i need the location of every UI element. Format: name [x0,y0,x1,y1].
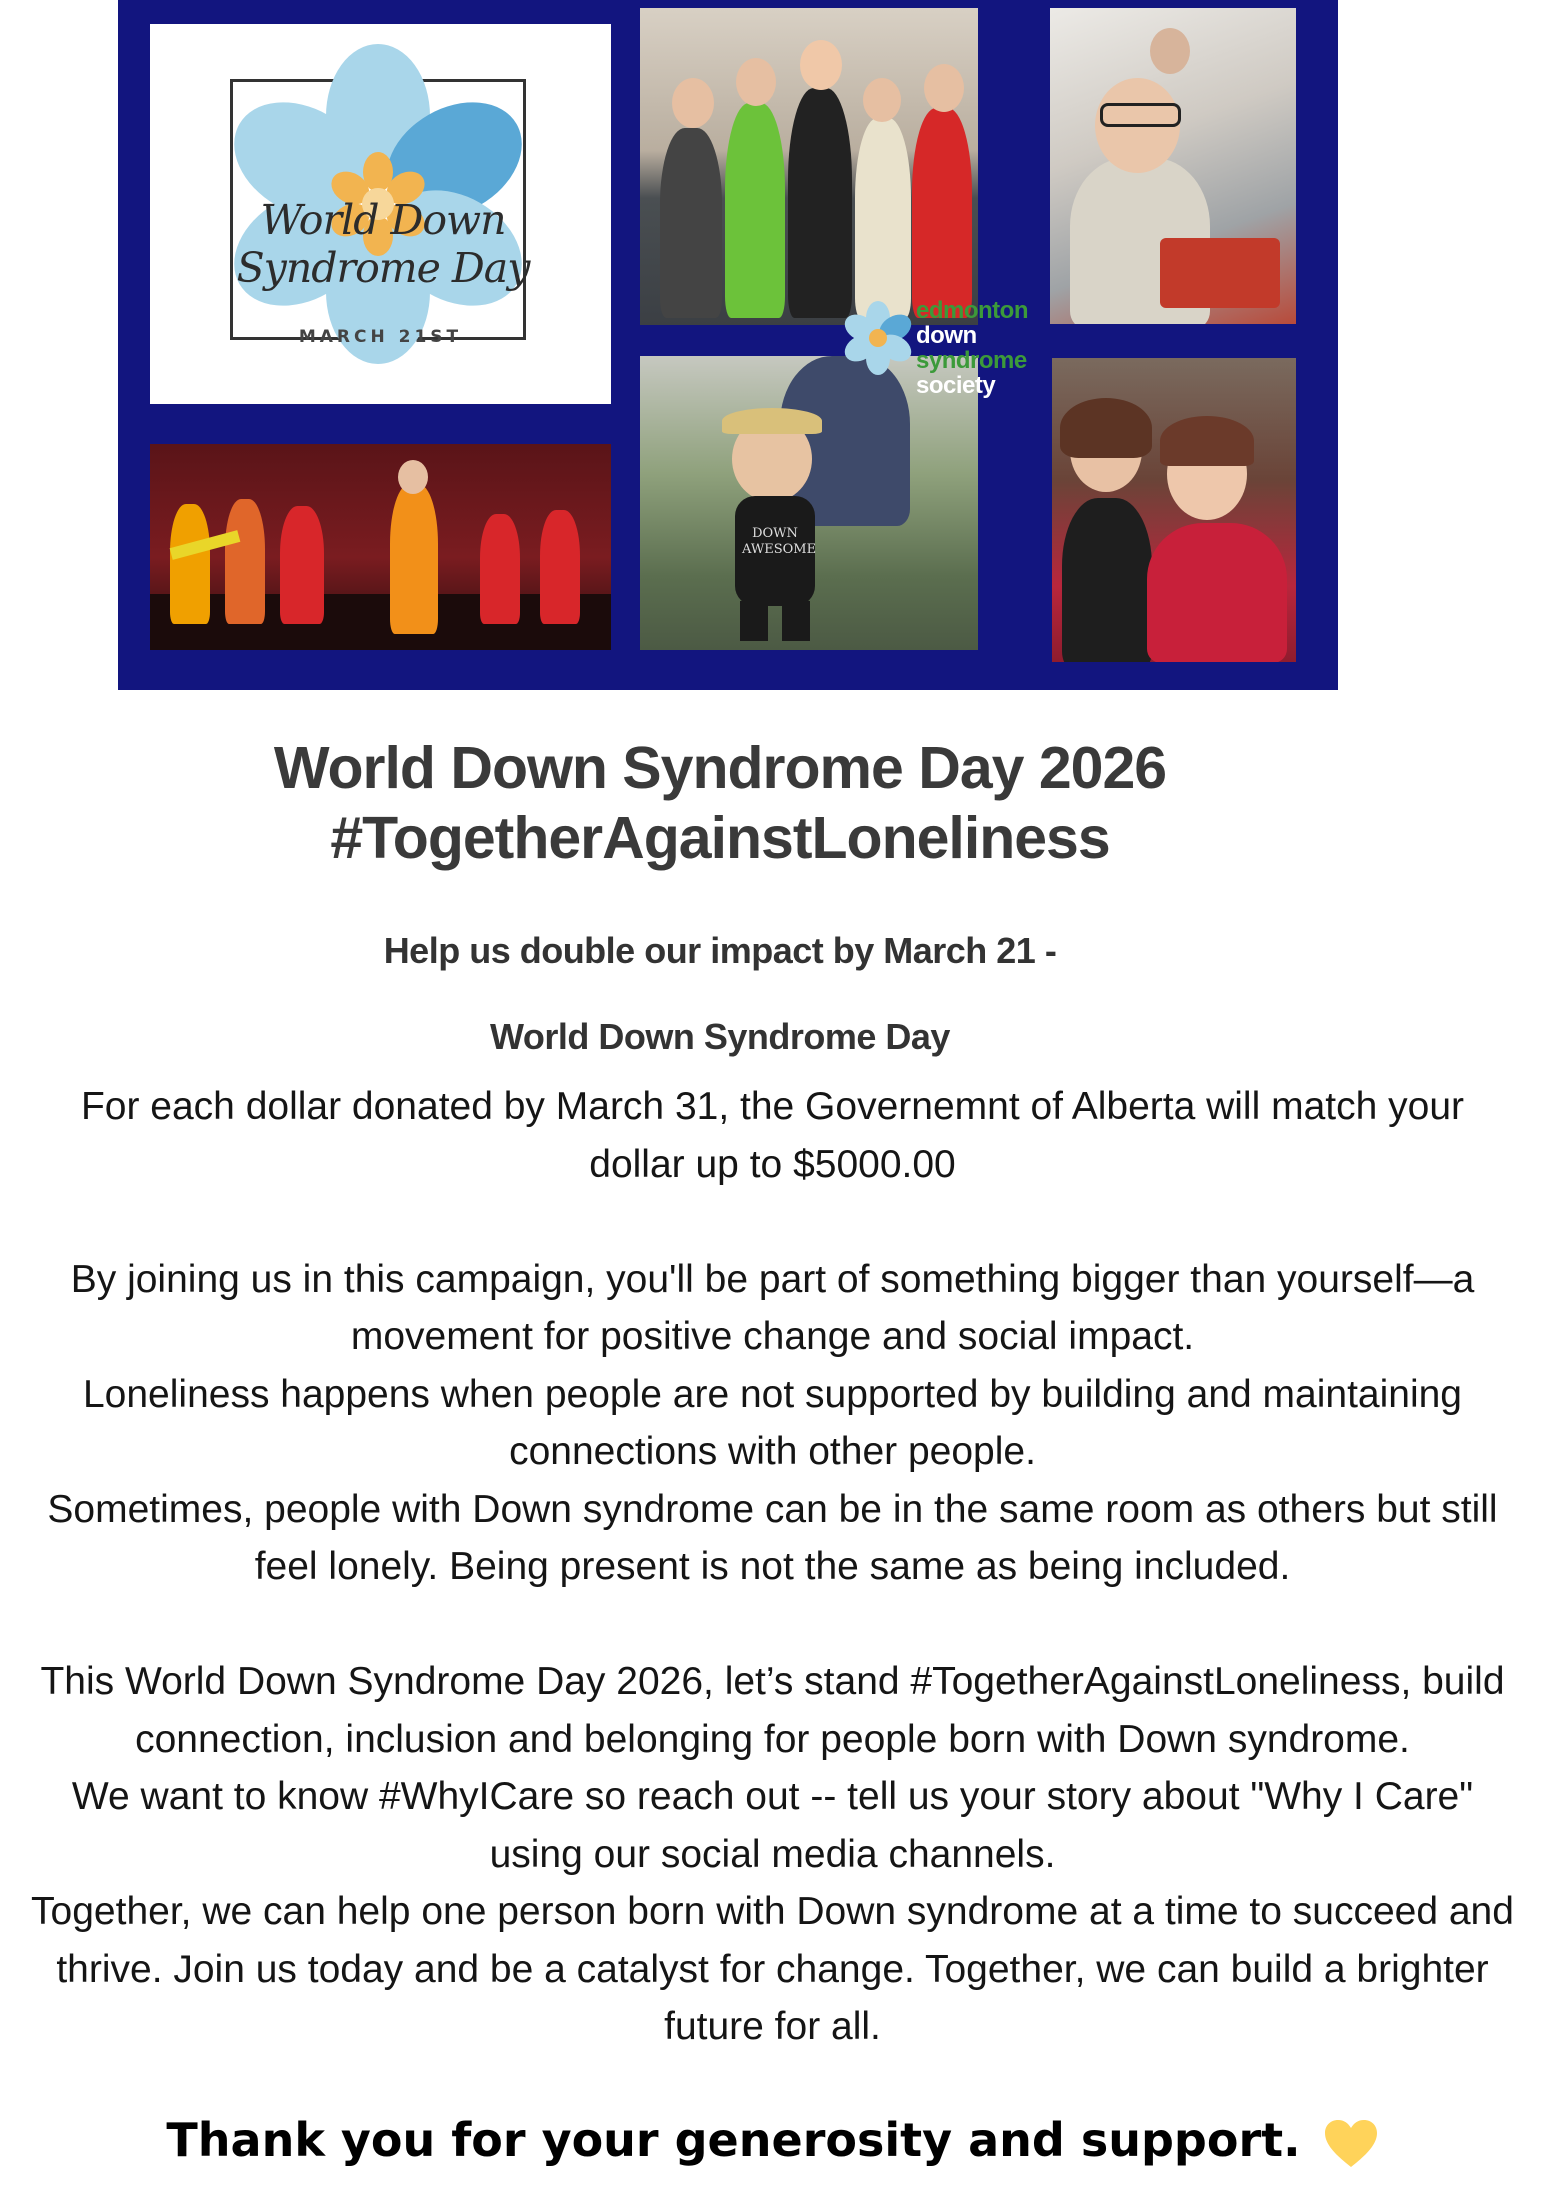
paragraph-spacer [30,1596,1515,1654]
photo-child-playing [1050,8,1296,324]
society-line-2b: syndrome [916,347,1027,374]
edmonton-down-syndrome-society-logo [840,290,1090,399]
photo-two-girls [1052,358,1296,662]
logo-script-title: World Down Syndrome Day [236,196,530,292]
subheading-line-1: Help us double our impact by March 21 - [383,930,1057,971]
yellow-heart-icon [1323,2119,1379,2169]
paragraph-campaign: By joining us in this campaign, you'll be part of something bigger than yourself—a movement for positive change and social impact. [70,1257,1475,1358]
logo-date: MARCH 21ST [298,327,463,347]
photo-group [640,8,978,325]
society-line-3: society [916,372,996,399]
paragraph-match: For each dollar donated by March 31, the Governemnt of Alberta will match your dollar up to $5000.00 [80,1085,1465,1186]
photo-collage [118,0,1338,690]
paragraph-loneliness: Loneliness happens when people are not supported by building and maintaining connections with other people. [82,1372,1462,1473]
toddler-shirt-text: DOWN AWESOME [742,526,817,557]
society-line-1: edmonton [916,297,1028,324]
wdsd-logo-tile [150,24,611,404]
paragraph-spacer [30,1193,1515,1251]
photo-stage-performance [150,444,611,650]
society-line-2a: down [916,322,977,349]
title-line-1: World Down Syndrome Day 2026 [273,735,1167,801]
subheading-line-2: World Down Syndrome Day [490,1016,950,1057]
paragraph-wdsd-2026: This World Down Syndrome Day 2026, let’s stand #TogetherAgainstLoneliness, build connection, inclusion and belonging for people born with Down syndrome. [40,1660,1505,1761]
photo-toddler-outdoors [640,356,978,650]
paragraph-present: Sometimes, people with Down syndrome can be in the same room as others but still feel lonely. Being present is not the same as being included. [47,1487,1498,1588]
page-title [0,733,1440,873]
thank-you-line [0,2113,1545,2169]
title-line-2: #TogetherAgainstLoneliness [330,805,1110,871]
campaign-body [30,1078,1515,2056]
society-flower-icon [840,290,916,380]
paragraph-together: Together, we can help one person born with Down syndrome at a time to succeed and thrive. Join us today and be a catalyst for change. Together, we can build a brighter future for all. [31,1890,1514,2048]
thank-you-text: Thank you for your generosity and support. [166,2113,1301,2167]
paragraph-why-i-care: We want to know #WhyICare so reach out -- tell us your story about "Why I Care" using our social media channels. [71,1775,1474,1876]
